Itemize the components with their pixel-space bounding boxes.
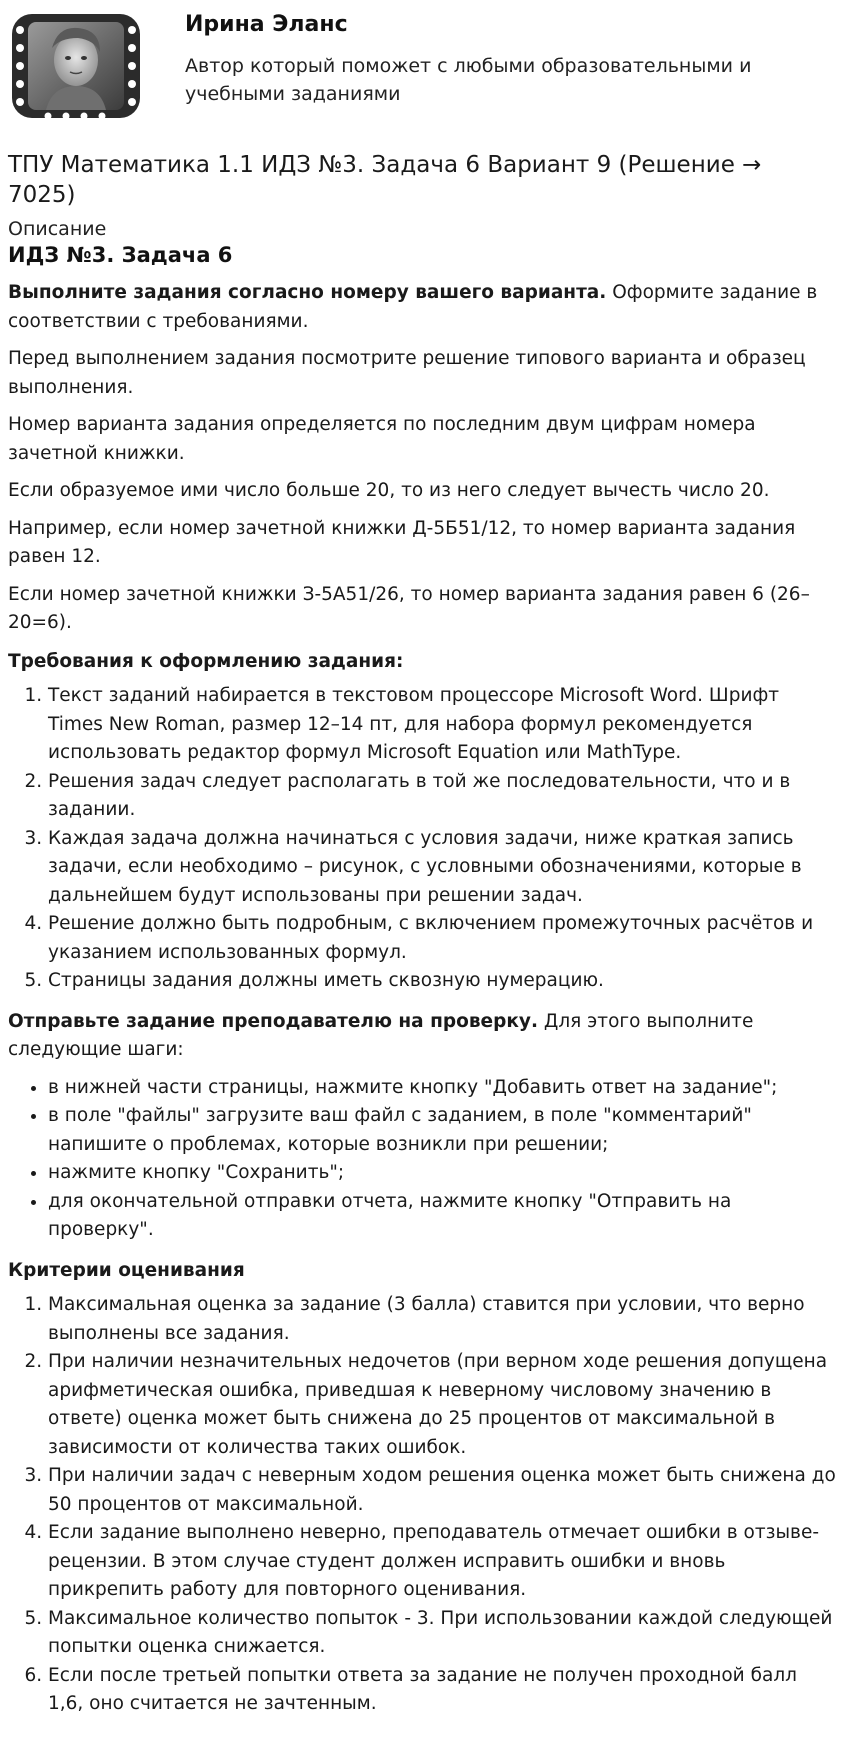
author-photo-icon <box>8 8 148 126</box>
intro-paragraph-5: Например, если номер зачетной книжки Д-5Б51/12, то номер варианта задания равен 12. <box>8 517 796 567</box>
list-item: • нажмите кнопку "Сохранить"; <box>48 1159 838 1188</box>
list-item: 3. Каждая задача должна начинаться с условия задачи, ниже краткая запись задачи, если необходимо – рисунок, с условными обозначениями, которые в дальнейшем будут использованы при решении задач. <box>48 825 838 911</box>
list-item: • для окончательной отправки отчета, нажмите кнопку "Отправить на проверку". <box>48 1188 838 1245</box>
list-item: 4. Решение должно быть подробным, с включением промежуточных расчётов и указанием использованных формул. <box>48 910 838 967</box>
requirements-list <box>8 682 838 996</box>
avatar[interactable] <box>8 8 148 126</box>
submit-steps-list <box>8 1074 838 1245</box>
intro-paragraph-1 <box>8 279 838 336</box>
list-item: 2. Решения задач следует располагать в той же последовательности, что и в задании. <box>48 768 838 825</box>
author-name[interactable]: Ирина Эланс <box>185 12 348 37</box>
list-item: • в поле "файлы" загрузите ваш файл с заданием, в поле "комментарий" напишите о проблемах, которые возникли при решении; <box>48 1102 838 1159</box>
submit-emphasis: Отправьте задание преподавателю на проверку. <box>8 1010 538 1032</box>
intro-paragraph-3: Номер варианта задания определяется по последним двум цифрам номера зачетной книжки. <box>8 414 756 464</box>
list-item: 5. Страницы задания должны иметь сквозную нумерацию. <box>48 967 838 996</box>
criteria-list <box>8 1291 838 1719</box>
page-title: ТПУ Математика 1.1 ИДЗ №3. Задача 6 Вариант 9 (Решение → 7025) <box>8 152 762 208</box>
list-item: 6. Если после третьей попытки ответа за задание не получен проходной балл 1,6, оно считается не зачтенным. <box>48 1662 838 1719</box>
requirements-heading: Требования к оформлению задания: <box>8 650 404 672</box>
intro-paragraph-4: Если образуемое ими число больше 20, то из него следует вычесть число 20. <box>8 480 770 501</box>
list-item: 3. При наличии задач с неверным ходом решения оценка может быть снижена до 50 процентов от максимальной. <box>48 1462 838 1519</box>
submit-paragraph <box>8 1008 838 1065</box>
description-body <box>8 279 838 1731</box>
author-description: Автор который поможет с любыми образовательными и учебными заданиями <box>185 55 752 105</box>
task-heading: ИДЗ №3. Задача 6 <box>8 243 233 267</box>
list-item: • в нижней части страницы, нажмите кнопку "Добавить ответ на задание"; <box>48 1074 838 1103</box>
list-item: 1. Максимальная оценка за задание (3 балла) ставится при условии, что верно выполнены все задания. <box>48 1291 838 1348</box>
author-card <box>0 0 847 135</box>
intro-paragraph-6: Если номер зачетной книжки З-5А51/26, то номер варианта задания равен 6 (26–20=6). <box>8 583 810 633</box>
list-item: 2. При наличии незначительных недочетов (при верном ходе решения допущена арифметическая ошибка, приведшая к неверному числовому значению в ответе) оценка может быть снижена до 25 процентов от максимальной в зависимости от количества таких ошибок. <box>48 1348 838 1462</box>
section-label-description: Описание <box>8 218 107 240</box>
submit-text: Для этого выполните следующие шаги: <box>8 1010 754 1060</box>
intro-emphasis: Выполните задания согласно номеру вашего варианта. <box>8 282 607 303</box>
list-item: 5. Максимальное количество попыток - 3. При использовании каждой следующей попытки оценка снижается. <box>48 1605 838 1662</box>
intro-paragraph-2: Перед выполнением задания посмотрите решение типового варианта и образец выполнения. <box>8 348 806 398</box>
list-item: 1. Текст заданий набирается в текстовом процессоре Microsoft Word. Шрифт Times New Roman, размер 12–14 пт, для набора формул рекомендуется использовать редактор формул Microsoft Equation или MathType. <box>48 682 838 768</box>
list-item: 4. Если задание выполнено неверно, преподаватель отмечает ошибки в отзыве-рецензии. В этом случае студент должен исправить ошибки и вновь прикрепить работу для повторного оценивания. <box>48 1519 838 1605</box>
criteria-heading: Критерии оценивания <box>8 1259 245 1281</box>
intro-text: Оформите задание в соответствии с требованиями. <box>8 282 818 332</box>
